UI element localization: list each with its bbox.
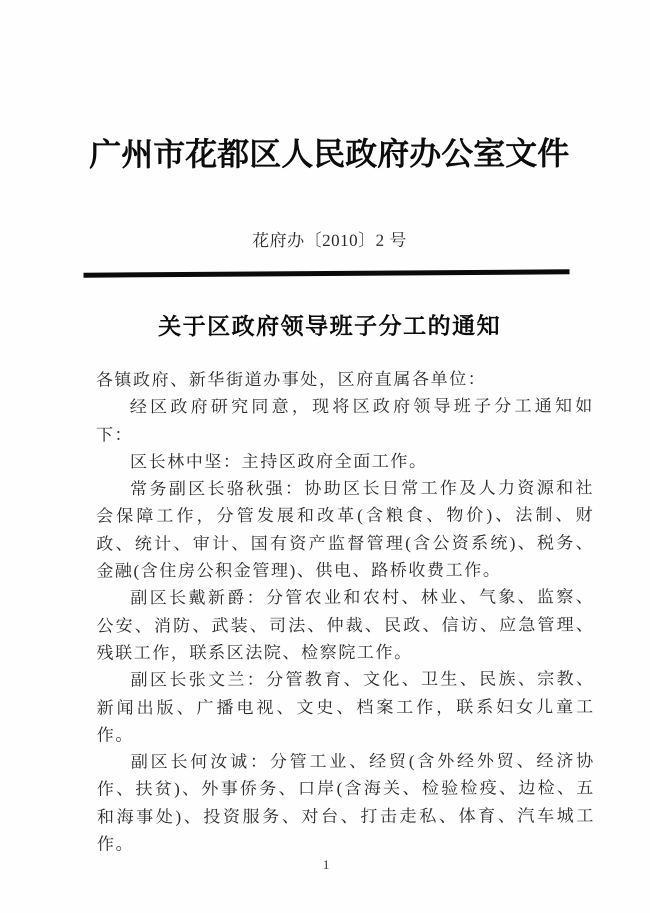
body-paragraph: 副区长戴新爵：分管农业和农村、林业、气象、监察、公安、消防、武装、司法、仲裁、民政、信访、应急管理、残联工作，联系区法院、检察院工作。: [96, 587, 595, 663]
body-paragraph: 常务副区长骆秋强：协助区长日常工作及人力资源和社会保障工作，分管发展和改革(含粮食、物价)、法制、财政、统计、审计、国有资产监督管理(含公资系统)、税务、金融(含住房公积金管理)、供电、路桥收费工作。: [96, 478, 595, 581]
document-body: [96, 365, 595, 858]
body-paragraph: 副区长何汝诚：分管工业、经贸(含外经外贸、经济协作、扶贫)、外事侨务、口岸(含海关、检验检疫、边检、五和海事处)、投资服务、对台、打击走私、体育、汽车城工作。: [96, 751, 595, 854]
body-paragraph: 区长林中坚：主持区政府全面工作。: [129, 451, 428, 472]
body-paragraph: 经区政府研究同意，现将区政府领导班子分工通知如下：: [95, 396, 594, 445]
divider-line: [84, 269, 570, 277]
document-reference-number: 花府办〔2010〕2 号: [252, 230, 407, 251]
body-paragraph: 副区长张文兰：分管教育、文化、卫生、民族、宗教、新闻出版、广播电视、文史、档案工作，联系妇女儿童工作。: [96, 669, 595, 745]
page-number: 1: [322, 856, 330, 873]
document-title: 关于区政府领导班子分工的通知: [158, 313, 502, 340]
salutation: 各镇政府、新华街道办事处，区府直属各单位：: [95, 369, 487, 390]
issuing-organization-title: 广州市花都区人民政府办公室文件: [89, 135, 570, 173]
